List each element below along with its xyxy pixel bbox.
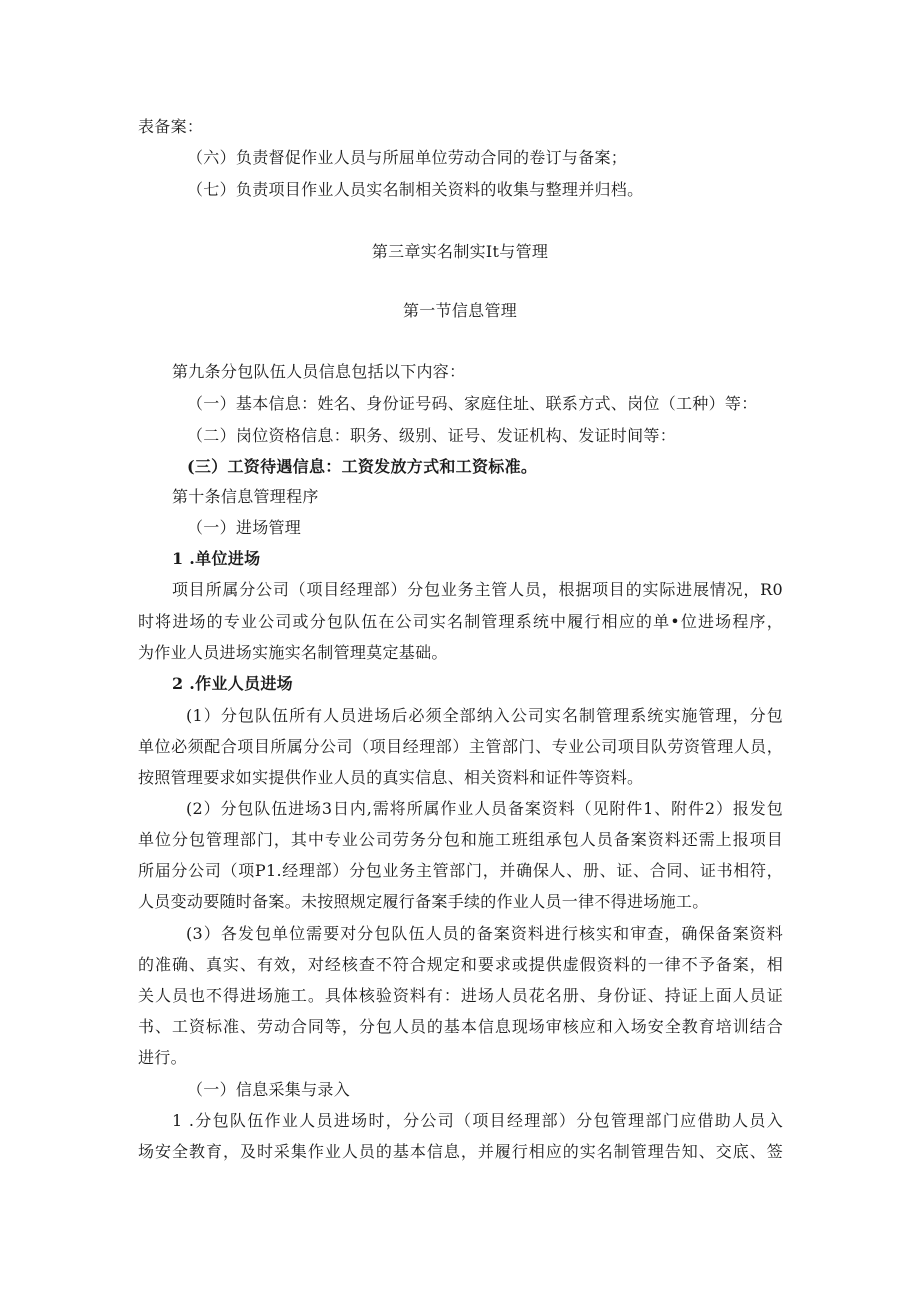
text-line: (3）各发包单位需要对分包队伍人员的备案资料进行核实和审查，确保备案资料 (186, 924, 783, 943)
text-line: (三）工资待遇信息：工资发放方式和工资标准。 (187, 457, 538, 476)
text-line: （一）信息采集与录入 (187, 1080, 351, 1099)
text-line: 单位必须配合项目所属分公司（项目经理部）主管部门、专业公司项目队劳资管理人员， (138, 737, 783, 756)
text-line: （一）进场管理 (187, 518, 302, 537)
article-heading: 第十条信息管理程序 (172, 487, 319, 506)
text-line: 时将进场的专业公司或分包队伍在公司实名制管理系统中履行相应的单•位进场程序， (138, 612, 783, 631)
text-line: 所届分公司（项P1.经理部）分包业务主管部门，并确保人、册、证、合同、证书相符， (138, 861, 783, 880)
text-line: (1）分包队伍所有人员进场后必须全部纳入公司实名制管理系统实施管理，分包 (186, 706, 783, 725)
text-line: 项目所属分公司（项目经理部）分包业务主管人员，根据项目的实际进展情况，R0 (172, 580, 783, 599)
text-line: 的准确、真实、有效，对经核查不符合规定和要求或提供虚假资料的一律不予备案，相 (138, 955, 783, 974)
text-line: 书、工资标准、劳动合同等，分包人员的基本信息现场审核应和入场安全教育培训结合 (138, 1017, 783, 1036)
text-line: 按照管理要求如实提供作业人员的真实信息、相关资料和证件等资料。 (138, 768, 644, 787)
text-line: 场安全教育，及时采集作业人员的基本信息，并履行相应的实名制管理告知、交底、签 (138, 1142, 783, 1161)
chapter-title: 第三章实名制实It与管理 (371, 242, 549, 261)
text-line: （二）岗位资格信息：职务、级别、证号、发证机构、发证时间等： (187, 426, 677, 445)
text-line: 单位分包管理部门，其中专业公司劳务分包和施工班组承包人员备案资料还需上报项目 (138, 830, 783, 849)
text-line: （七）负责项目作业人员实名制相关资料的收集与整理并归档。 (187, 180, 644, 199)
text-line: 表备案： (138, 117, 204, 136)
text-line: 1 .分包队伍作业人员进场时，分公司（项目经理部）分包管理部门应借助人员入 (172, 1111, 783, 1130)
text-line: （六）负责督促作业人员与所屈单位劳动合同的卷订与备案； (187, 148, 628, 167)
text-line: (2）分包队伍进场3日内,需将所属作业人员备案资料（见附件1、附件2）报发包 (186, 799, 783, 818)
text-line: 进行。 (138, 1048, 187, 1067)
text-line: 关人员也不得进场施工。具体核验资料有：进场人员花名册、身份证、持证上面人员证 (138, 986, 783, 1005)
article-heading: 第九条分包队伍人员信息包括以下内容： (172, 362, 466, 381)
text-line: 1 .单位进场 (172, 549, 261, 568)
text-line: 人员变动要随时备案。未按照规定履行备案手续的作业人员一律不得进场施工。 (138, 892, 709, 911)
text-line: 为作业人员进场实施实名制管理莫定基础。 (138, 643, 448, 662)
text-line: （一）基本信息：姓名、身份证号码、家庭住址、联系方式、岗位（工种）等： (187, 394, 758, 413)
text-line: 2 .作业人员进场 (172, 674, 293, 693)
section-title: 第一节信息管理 (402, 301, 518, 320)
